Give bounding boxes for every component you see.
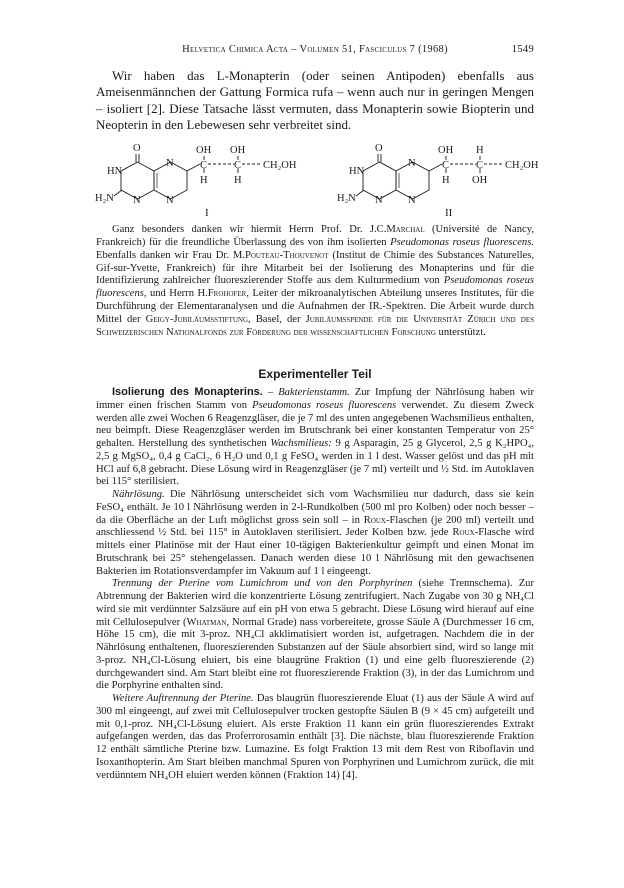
exp-text: (siehe Trennschema). Zur Abtrennung der Bakterien wird die konzentrierte Lösung zentrifugiert. Nach Zugabe von 30 g NH₄Cl wird sie mit verdünnter Salzsäure auf ein pH von etwa 5 gebracht. Diese Lösung wird hierauf auf eine mit Cellulosepulver (	[96, 578, 534, 628]
formula-II-c-left: C	[442, 160, 450, 171]
exp-whatman: Whatman	[186, 616, 227, 628]
paragraph-subheading: Trennung der Pterine vom Lumichrom und von den Porphyrinen	[112, 578, 413, 590]
ack-text: , Leiter der mikroanalytischen Abteilung unseres Institutes, für die Durchführung der Elementaranalysen und die Aufnahmen der IR.-Spektren. Die Arbeit wurde durch Mittel der	[96, 288, 534, 325]
experimental-paragraph-4	[96, 693, 534, 782]
ack-species: Pseudomonas roseus fluorescens.	[390, 236, 534, 248]
structure-I	[95, 143, 297, 219]
ack-text: Ganz besonders danken wir hiermit Herrn Prof. Dr.	[112, 224, 370, 235]
exp-text: Zur Impfung der Nährlösung haben wir immer einen frischen Stamm von	[96, 387, 535, 411]
formula-I-hn: HN	[107, 166, 123, 177]
page-number: 1549	[511, 44, 534, 55]
intro-text	[96, 68, 534, 133]
exp-text: -Flasche wird mittels einer Platinöse mit der Haut einer 10-tägigen Bakterienkultur geimpft und einen Monat im Brutschrank bei 25° stehengelassen. Danach werden diese 10 l Nährlösung mit den gewachsenen Bakterien im Rotationsverdampfer im Vakuum auf 1 l eingeengt.	[96, 527, 534, 577]
formula-I-n1: N	[133, 195, 141, 206]
structural-formulas	[95, 140, 539, 220]
structure-II	[337, 143, 539, 219]
formula-I-c-left: C	[200, 160, 208, 171]
formula-I-top-left: OH	[196, 145, 212, 156]
exp-text: Die Nährlösung unterscheidet sich vom Wachsmilieu nur dadurch, dass sie kein FeSO₄ enthält. Je 10 l Nährlösung werden in 2-l-Rundkolben (500 ml pro Kolben) oder noch besser – da die Oberfläche an der Luft möglichst gross sein soll – in	[96, 489, 534, 526]
exp-text: 9 g Asparagin, 25 g Glycerol, 2,5 g K₂HPO₄, 2,5 g MgSO₄, 0,4 g CaCl₂, 6 H₂O und 0,1 g FeSO₄ werden in 1 l dest. Wasser gelöst und das pH mit HCl auf 6,8 gebracht. Diese Lösung wird in Reagenzgläser (je 7 ml) verteilt und ½ Std. im Autoklaven bei 115° sterilisiert.	[96, 438, 534, 488]
paragraph-subheading: Bakterienstamm.	[278, 387, 350, 398]
experimental-paragraph-3	[96, 578, 534, 693]
intro-paragraph: Wir haben das L-Monapterin (oder seinen Antipoden) ebenfalls aus Ameisenmännchen der Gattung Formica rufa – wenn auch nur in geringen Mengen – isoliert [2]. Diese Tatsache lässt vermuten, dass Monapterin sowie Biopterin und Neopterin in den Lebewesen sehr verbreitet sind.	[96, 68, 534, 132]
formula-II-n8: N	[408, 195, 416, 206]
formula-II-label: II	[445, 207, 453, 219]
exp-text: Das blaugrün fluoreszierende Eluat (1) aus der Säule A wird auf 300 ml eingeengt, auf zwei mit Cellulosepulver trocken gestopfte Säulen B (9 × 45 cm) aufgeteilt und mit 0,1-proz. NH₄Cl-Lösung eluiert. Als erste Fraktion 11 kann ein grün fluoreszierendes Extrakt aufgefangen werden, das das Proferrorosamin enthält [3]. Die nächste, blau fluoreszierende Fraktion 12 enthält sämtliche Pterine bzw. Lumazine. Es folgt Fraktion 13 mit dem Rest von Riboflavin und Isoxanthopterin. Am Start bleiben manchmal Spuren von Porphyrinen und Lumichrom zurück, die mit verdünntem NH₄OH eluiert werden können (Fraktion 14) [4].	[96, 693, 534, 781]
exp-medium: Wachsmilieus:	[270, 438, 332, 449]
paragraph-subheading: Weitere Auftrennung der Pterine.	[112, 693, 254, 704]
formula-II-n5: N	[408, 158, 416, 169]
formula-I-h2n: H₂N	[95, 193, 114, 204]
formula-II-bottom-left: H	[442, 175, 450, 186]
ack-person-marchal: J.C.Marchal	[369, 224, 425, 235]
formula-I-end-group: CH₂OH	[263, 160, 297, 171]
experimental-paragraph-2	[96, 489, 534, 578]
formulas-svg	[95, 140, 539, 220]
ack-organization: Geigy-Jubiläumsstiftung	[145, 313, 249, 325]
ack-person-frohofer: H.Frohofer	[197, 288, 247, 300]
formula-II-n1: N	[375, 195, 383, 206]
subsection-heading: Isolierung des Monapterins.	[112, 386, 263, 398]
exp-species: Pseudomonas roseus fluorescens	[252, 399, 397, 411]
formula-II-oxygen: O	[375, 143, 383, 154]
ack-text: (Université de Nancy, Frankreich) für die freundliche Überlassung des von ihm isolierten	[96, 224, 534, 248]
exp-text: -Flaschen (je 200 ml) verteilt und anschliessend ½ Std. bei 115° in Autoklaven sterilisiert. Jeder Kolben bzw. jede	[96, 514, 534, 539]
exp-text: , Normal Grade) nass vorbereitete, grosse Säule A (Durchmesser 16 cm, Höhe 15 cm), die mit 3-proz. NH₄Cl akklimatisiert worden ist, aufgetragen. Nachdem die in der Nährlösung enthaltenen, fluoreszierenden Substanzen auf der Säule absorbiert sind, wird so lange mit 3-proz. NH₄Cl-Lösung eluiert, bis eine blaugrüne Fraktion (1) und eine gelb fluoreszierende (2) durchgewandert sind. Am Start bleibt eine rot fluoreszierende Fraktion (3), in der das Lumichrom und die Porphyrine enthalten sind.	[96, 616, 534, 692]
formula-II-top-left: OH	[438, 145, 454, 156]
experimental-paragraph-1	[96, 386, 534, 489]
formula-I-bottom-left: H	[200, 175, 208, 186]
ack-text: Ebenfalls danken wir Frau Dr.	[96, 249, 233, 261]
acknowledgement-paragraph	[96, 224, 534, 340]
exp-text: verwendet. Zu diesem Zweck werden alle zwei Wochen 6 Reagenzgläser, die je 7 ml des unten angegebenen Wachsmilieus enthalten, neu beimpft. Diese Reagenzgläser werden im Brutschrank bei einer konstanten Temperatur von 25° gehalten. Herstellung des synthetischen	[96, 399, 534, 449]
ack-organization: Jubiläumsspende für die Universität Zürich und des Schweizerischen Nationalfonds zur Förderung der wissenschaftlichen Forschung	[96, 313, 535, 338]
formula-I-label: I	[205, 207, 209, 219]
formula-I-top-right: OH	[230, 145, 246, 156]
formula-II-top-right: H	[476, 145, 484, 156]
journal-header: Helvetica Chimica Acta – Volumen 51, Fasciculus 7 (1968)	[182, 44, 448, 55]
ack-text: und Herrn	[146, 288, 198, 300]
formula-II-c-right: C	[476, 160, 484, 171]
exp-roux: Roux	[452, 527, 475, 539]
exp-text: –	[262, 387, 279, 398]
ack-text: , Basel, der	[248, 313, 306, 325]
section-title: Experimenteller Teil	[258, 367, 372, 381]
formula-I-bottom-right: H	[234, 175, 242, 186]
formula-I-n5: N	[166, 158, 174, 169]
formula-I-n8: N	[166, 195, 174, 206]
exp-roux: Roux	[363, 514, 386, 526]
ack-person-pouteau: M.Pouteau-Thouvenot	[232, 249, 329, 261]
experimental-section	[96, 386, 534, 782]
formula-II-h2n: H₂N	[337, 193, 356, 204]
ack-text: unterstützt.	[435, 326, 486, 338]
formula-II-bottom-right: OH	[472, 175, 488, 186]
ack-species: Pseudomonas roseus fluorescens,	[96, 275, 534, 300]
formula-II-end-group: CH₂OH	[505, 160, 539, 171]
formula-I-oxygen: O	[133, 143, 141, 154]
acknowledgements	[96, 224, 534, 340]
formula-I-c-right: C	[234, 160, 242, 171]
paragraph-subheading: Nährlösung.	[112, 489, 165, 500]
formula-II-hn: HN	[349, 166, 365, 177]
ack-text: (Institut de Chimie des Substances Naturelles, Gif-sur-Yvette, Frankreich) für ihre Mitarbeit bei der Isolierung des Monapterins und für die Identifizierung zahlreicher fluoreszierender Stoffe aus dem Kulturmedium von	[96, 249, 534, 287]
